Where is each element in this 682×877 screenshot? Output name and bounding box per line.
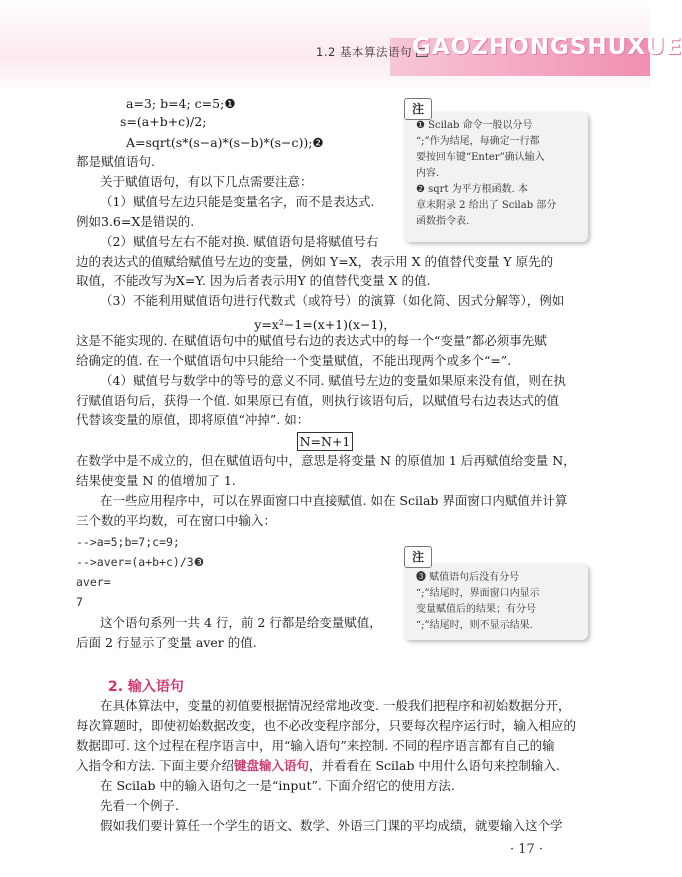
section-heading: 2. 输入语句 [108,679,184,695]
paragraph-line: （2）赋值号左右不能对换. 赋值语句是将赋值号右 [100,234,379,249]
paragraph-line: 三个数的平均数，可在窗口中输入： [76,513,277,528]
note-line: “;”作为结尾，每确定一行都 [416,136,540,147]
paragraph-line: 关于赋值语句，有以下几点需要注意： [100,174,313,189]
paragraph-line: 代替该变量的原值，即将原值“冲掉”. 如： [76,412,310,427]
brand-wordmark: GAOZHONGSHUXUE [412,34,682,60]
paragraph-line: （3）不能利用赋值语句进行代数式（或符号）的演算（如化简、因式分解等），例如 [100,293,565,308]
formula: y=x²−1=(x+1)(x−1)， [254,317,396,332]
note-line: 内容. [416,168,440,179]
paragraph-line: 结果使变量 N 的值增加了 1. [76,473,236,488]
paragraph-line: 数据即可. 这个过程在程序语言中，用“输入语句”来控制. 不同的程序语言都有自己的输 [76,738,555,753]
note-tag: 注 [404,546,432,568]
paragraph-line: 在数学中是不成立的，但在赋值语句中，意思是将变量 N 的原值加 1 后再赋值给变量 N， [76,453,576,468]
section-header: 1.2 基本算法语句 [316,44,428,60]
paragraph-line: 每次算题时，即使初始数据改变，也不必改变程序部分，只要每次程序运行时，输入相应的 [76,718,577,733]
paragraph-line: 先看一个例子. [100,798,179,813]
console-line: -->aver=(a+b+c)/3❸ [76,555,205,569]
paragraph-line: 都是赋值语句. [76,154,155,169]
note-line: ❸ 赋值语句后没有分号 [416,572,520,583]
paragraph-line: 这是不能实现的. 在赋值语句中的赋值号右边的表达式中的每一个“变量”都必须事先赋 [76,333,547,348]
margin-note [404,564,588,640]
paragraph-line: 行赋值语句后，获得一个值. 如果原已有值，则执行该语句后，以赋值号右边表达式的值 [76,393,559,408]
note-line: ❷ sqrt 为平方根函数. 本 [416,184,529,195]
note-line: 变量赋值后的结果；有分号 [416,604,536,615]
paragraph-line: 取值，不能改写为X=Y. 因为后者表示用Y 的值替代变量 X 的值. [76,273,431,288]
paragraph-line: （1）赋值号左边只能是变量名字，而不是表达式. [100,194,375,209]
paragraph-line: （4）赋值号与数学中的等号的意义不同. 赋值号左边的变量如果原来没有值，则在执 [100,373,566,388]
note-line: 章末附录 2 给出了 Scilab 部分 [416,200,557,211]
code-line: A=sqrt(s*(s−a)*(s−b)*(s−c));❷ [126,135,324,150]
highlight-term: 键盘输入语句 [233,758,309,773]
page-number: · 17 · [510,842,544,857]
paragraph-line: 在 Scilab 中的输入语句之一是“input”. 下面介绍它的使用方法. [100,778,455,793]
code-line: s=(a+b+c)/2; [120,114,207,129]
code-line: a=3; b=4; c=5;❶ [126,96,236,111]
paragraph-line: 假如我们要计算任一个学生的语文、数学、外语三门课的平均成绩，就要输入这个学 [100,818,563,833]
console-line: 7 [76,595,83,609]
formula [0,434,650,449]
note-line: “;”结尾时，则不显示结果. [416,620,533,631]
paragraph-line: 入指令和方法. 下面主要介绍键盘输入语句，并看看在 Scilab 中用什么语句来控制输入. [76,758,560,773]
note-tag: 注 [404,98,432,120]
note-line: 函数指令表. [416,216,470,227]
console-line: aver= [76,575,111,589]
paragraph-line: 后面 2 行显示了变量 aver 的值. [76,635,257,650]
paragraph-line: 在具体算法中，变量的初值要根据情况经常地改变. 一般我们把程序和初始数据分开， [100,698,571,713]
margin-note [404,112,588,242]
note-line: ❶ Scilab 命令一般以分号 [416,120,533,131]
paragraph-line: 边的表达式的值赋给赋值号左边的变量，例如 Y=X，表示用 X 的值替代变量 Y 原先的 [76,254,554,269]
paragraph-line: 给确定的值. 在一个赋值语句中只能给一个变量赋值，不能出现两个或多个“=”. [76,353,512,368]
paragraph-line: 例如3.6=X是错误的. [76,214,195,229]
console-line: -->a=5;b=7;c=9; [76,535,180,549]
paragraph-line: 这个语句系列一共 4 行，前 2 行都是给变量赋值， [100,615,382,630]
note-line: 要按回车键“Enter”确认输入 [416,152,545,163]
formula-box: N=N+1 [297,432,354,451]
paragraph-line: 在一些应用程序中，可以在界面窗口中直接赋值. 如在 Scilab 界面窗口内赋值并计算 [100,493,568,508]
note-line: “;”结尾时，界面窗口内显示 [416,588,540,599]
